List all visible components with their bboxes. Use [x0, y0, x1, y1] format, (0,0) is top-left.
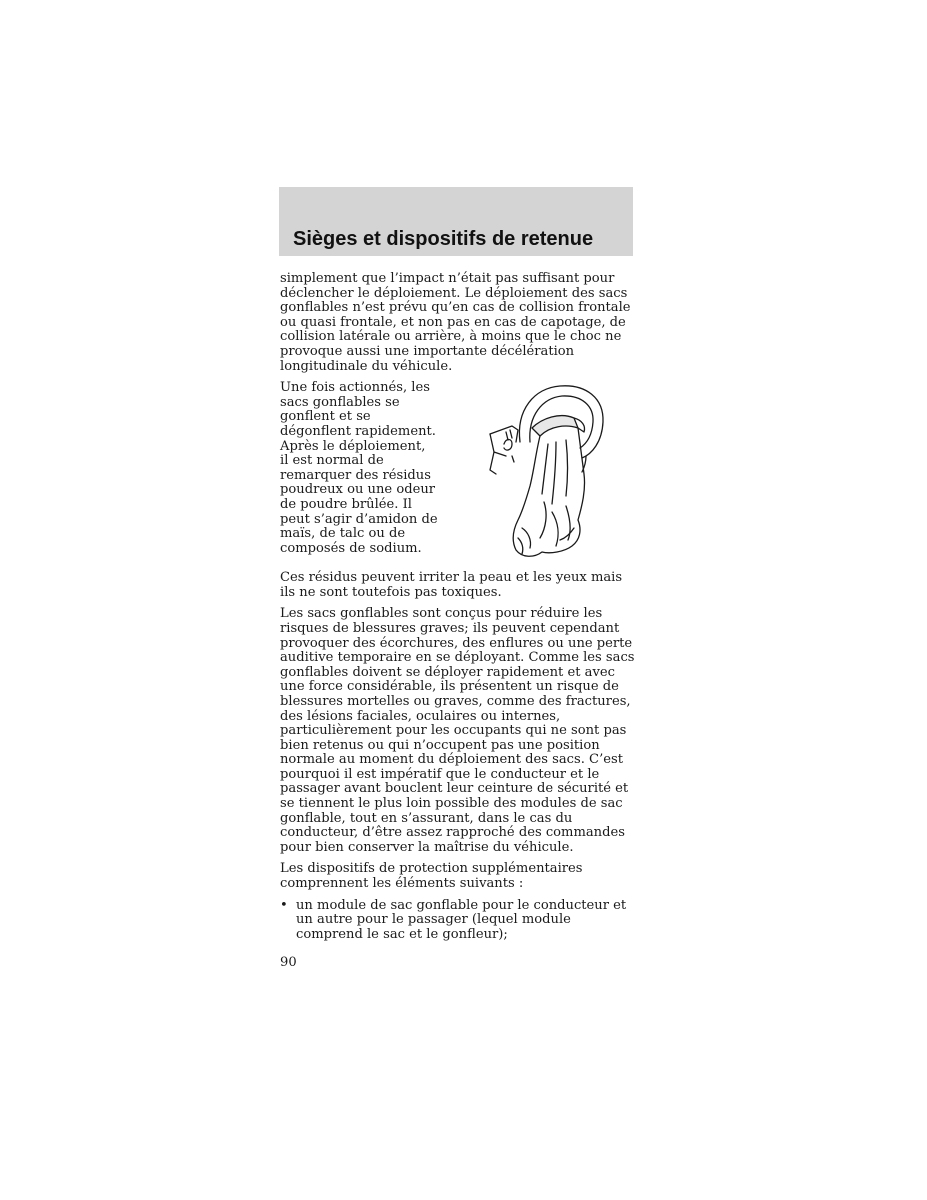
text-line: composés de sodium.: [280, 540, 422, 556]
wrapped-text: [280, 381, 438, 556]
text-line: pourquoi il est impératif que le conducteur et le: [280, 766, 600, 782]
section-header-band: [279, 187, 633, 256]
text-line: de poudre brûlée. Il: [280, 496, 412, 512]
text-line: maïs, de talc ou de: [280, 526, 406, 542]
text-line: normale au moment du déploiement des sacs. C’est: [280, 752, 623, 768]
text-line: sacs gonflables se: [280, 394, 400, 410]
paragraph-injury-risks: [280, 606, 635, 855]
text-line: Une fois actionnés, les: [280, 380, 430, 396]
text-line: passager avant bouclent leur ceinture de sécurité et: [280, 781, 629, 797]
components-list: [280, 899, 632, 943]
text-line: provoque aussi une importante décélération: [280, 343, 575, 359]
text-line: se tiennent le plus loin possible des modules de sac: [280, 796, 623, 812]
text-line: gonflent et se: [280, 409, 371, 425]
paragraph-deployment-conditions: [280, 272, 632, 374]
paragraph-components-intro: [280, 862, 632, 891]
body-text: [280, 271, 635, 942]
text-line: remarquer des résidus: [280, 467, 431, 483]
text-line: dégonflent rapidement.: [280, 423, 436, 439]
text-line: peut s’agir d’amidon de: [280, 511, 438, 527]
text-line: Les dispositifs de protection supplémentaires: [280, 861, 583, 877]
text-line: provoquer des écorchures, des enflures ou une perte: [280, 635, 633, 651]
text-line: Après le déploiement,: [280, 438, 426, 454]
page-number: 90: [280, 955, 297, 970]
text-line: ils ne sont toutefois pas toxiques.: [280, 584, 502, 600]
text-line: Ces résidus peuvent irriter la peau et les yeux mais: [280, 570, 623, 586]
text-line: Les sacs gonflables sont conçus pour réduire les: [280, 606, 603, 622]
bullet-icon: •: [280, 897, 288, 913]
text-line: risques de blessures graves; ils peuvent cependant: [280, 620, 620, 636]
text-line: comprennent les éléments suivants :: [280, 876, 524, 892]
text-line: un autre pour le passager (lequel module: [296, 912, 571, 928]
text-line: poudreux ou une odeur: [280, 482, 436, 498]
text-line: un module de sac gonflable pour le conducteur et: [296, 897, 627, 913]
text-line: il est normal de: [280, 453, 384, 469]
text-line: auditive temporaire en se déployant. Comme les sacs: [280, 650, 635, 666]
text-line: blessures mortelles ou graves, comme des fractures,: [280, 693, 631, 709]
deflated-airbag-illustration-icon: [482, 382, 634, 560]
text-line: simplement que l’impact n’était pas suffisant pour: [280, 271, 615, 286]
list-item: [280, 899, 632, 943]
section-title: Sièges et dispositifs de retenue: [293, 228, 594, 250]
text-line: collision latérale ou arrière, à moins que le choc ne: [280, 329, 622, 345]
text-line: pour bien conserver la maîtrise du véhicule.: [280, 839, 574, 855]
text-line: déclencher le déploiement. Le déploiement des sacs: [280, 285, 628, 301]
text-line: des lésions faciales, oculaires ou internes,: [280, 708, 561, 724]
figure-wrap-block: [280, 381, 632, 571]
text-line: gonflable, tout en s’assurant, dans le cas du: [280, 810, 573, 826]
text-line: ou quasi frontale, et non pas en cas de capotage, de: [280, 314, 626, 330]
text-line: gonflables doivent se déployer rapidement et avec: [280, 664, 615, 680]
text-line: longitudinale du véhicule.: [280, 358, 453, 374]
text-line: une force considérable, ils présentent un risque de: [280, 679, 619, 695]
text-line: conducteur, d’être assez rapproché des commandes: [280, 825, 625, 841]
text-line: particulièrement pour les occupants qui ne sont pas: [280, 723, 627, 739]
paragraph-residues: [280, 381, 632, 600]
text-line: bien retenus ou qui n’occupent pas une position: [280, 737, 600, 753]
text-line: gonflables n’est prévu qu’en cas de collision frontale: [280, 300, 631, 316]
text-line: comprend le sac et le gonfleur);: [296, 926, 508, 942]
